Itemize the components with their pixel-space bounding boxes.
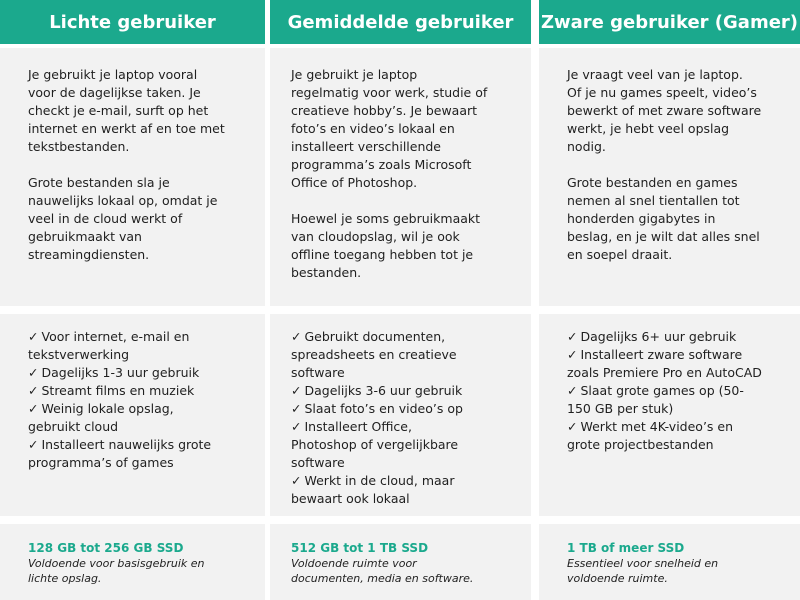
check-icon: ✓ xyxy=(567,347,578,362)
feature-text: Installeert nauwelijks grote programma’s of games xyxy=(28,437,212,470)
description-cell xyxy=(539,48,800,306)
feature-item xyxy=(28,328,251,364)
feature-text: Dagelijks 3-6 uur gebruik xyxy=(304,383,463,398)
feature-text: Installeert zware software zoals Premiere Pro en AutoCAD xyxy=(567,347,762,380)
features-cell xyxy=(539,314,800,516)
feature-item xyxy=(291,382,517,400)
feature-text: Werkt in de cloud, maar bewaart ook lokaal xyxy=(291,473,455,506)
feature-item xyxy=(567,328,786,346)
description-paragraph: Hoewel je soms gebruikmaakt van cloudopslag, wil je ook offline toegang hebben tot je bestanden. xyxy=(291,211,481,280)
check-icon: ✓ xyxy=(28,365,39,380)
feature-item xyxy=(567,418,786,454)
feature-item xyxy=(28,382,251,400)
check-icon: ✓ xyxy=(291,473,302,488)
storage-note: Voldoende voor basisgebruik en lichte opslag. xyxy=(28,557,205,585)
features-cell xyxy=(0,314,265,516)
feature-list xyxy=(567,328,786,454)
feature-item xyxy=(291,400,517,418)
feature-item xyxy=(28,436,251,472)
check-icon: ✓ xyxy=(567,419,578,434)
description-cell xyxy=(0,48,265,306)
storage-cell xyxy=(539,524,800,600)
feature-text: Streamt films en muziek xyxy=(41,383,195,398)
feature-text: Voor internet, e-mail en tekstverwerking xyxy=(28,329,190,362)
check-icon: ✓ xyxy=(291,419,302,434)
feature-item xyxy=(28,400,251,436)
feature-text: Gebruikt documenten, spreadsheets en creatieve software xyxy=(291,329,457,380)
check-icon: ✓ xyxy=(28,329,39,344)
column-light-user xyxy=(0,0,265,600)
description-paragraph: Je gebruikt je laptop vooral voor de dagelijkse taken. Je checkt je e-mail, surft op het internet en werkt af en toe met tekstbestanden. xyxy=(28,67,225,154)
description-paragraph: Grote bestanden en games nemen al snel tientallen tot honderden gigabytes in beslag, en je wilt dat alles snel en soepel draait. xyxy=(567,175,760,262)
column-heavy-user xyxy=(539,0,800,600)
description-paragraph: Grote bestanden sla je nauwelijks lokaal op, omdat je veel in de cloud werkt of gebruikmaakt van streamingdiensten. xyxy=(28,175,218,262)
feature-item xyxy=(291,472,517,508)
storage-note: Voldoende ruimte voor documenten, media en software. xyxy=(291,557,474,585)
feature-item xyxy=(28,364,251,382)
description-paragraph: Je gebruikt je laptop regelmatig voor werk, studie of creatieve hobby’s. Je bewaart foto’s en video’s lokaal en installeert verschillende programma’s zoals Microsoft Office of Photoshop. xyxy=(291,67,488,190)
column-title: Zware gebruiker (Gamer) xyxy=(539,0,800,44)
check-icon: ✓ xyxy=(28,437,39,452)
column-title: Lichte gebruiker xyxy=(0,0,265,44)
check-icon: ✓ xyxy=(291,329,302,344)
feature-item xyxy=(291,418,517,472)
check-icon: ✓ xyxy=(567,329,578,344)
feature-text: Dagelijks 1-3 uur gebruik xyxy=(41,365,200,380)
feature-text: Dagelijks 6+ uur gebruik xyxy=(580,329,737,344)
feature-text: Installeert Office, Photoshop of vergelijkbare software xyxy=(291,419,459,470)
feature-text: Werkt met 4K-video’s en grote projectbestanden xyxy=(567,419,734,452)
feature-item xyxy=(291,328,517,382)
storage-capacity: 512 GB tot 1 TB SSD xyxy=(291,541,429,555)
storage-note: Essentieel voor snelheid en voldoende ruimte. xyxy=(567,557,719,585)
description-cell xyxy=(270,48,531,306)
feature-text: Weinig lokale opslag, gebruikt cloud xyxy=(28,401,174,434)
feature-list xyxy=(291,328,517,508)
description-paragraph: Je vraagt veel van je laptop. Of je nu games speelt, video’s bewerkt of met zware software werkt, je hebt veel opslag nodig. xyxy=(567,67,762,154)
feature-item xyxy=(567,382,786,418)
check-icon: ✓ xyxy=(28,383,39,398)
column-average-user xyxy=(270,0,531,600)
feature-text: Slaat grote games op (50- 150 GB per stuk) xyxy=(567,383,744,416)
feature-item xyxy=(567,346,786,382)
storage-cell xyxy=(270,524,531,600)
check-icon: ✓ xyxy=(291,401,302,416)
features-cell xyxy=(270,314,531,516)
check-icon: ✓ xyxy=(28,401,39,416)
feature-list xyxy=(28,328,251,472)
column-title: Gemiddelde gebruiker xyxy=(270,0,531,44)
feature-text: Slaat foto’s en video’s op xyxy=(304,401,463,416)
storage-capacity: 128 GB tot 256 GB SSD xyxy=(28,541,184,555)
check-icon: ✓ xyxy=(567,383,578,398)
check-icon: ✓ xyxy=(291,383,302,398)
storage-cell xyxy=(0,524,265,600)
storage-capacity: 1 TB of meer SSD xyxy=(567,541,685,555)
